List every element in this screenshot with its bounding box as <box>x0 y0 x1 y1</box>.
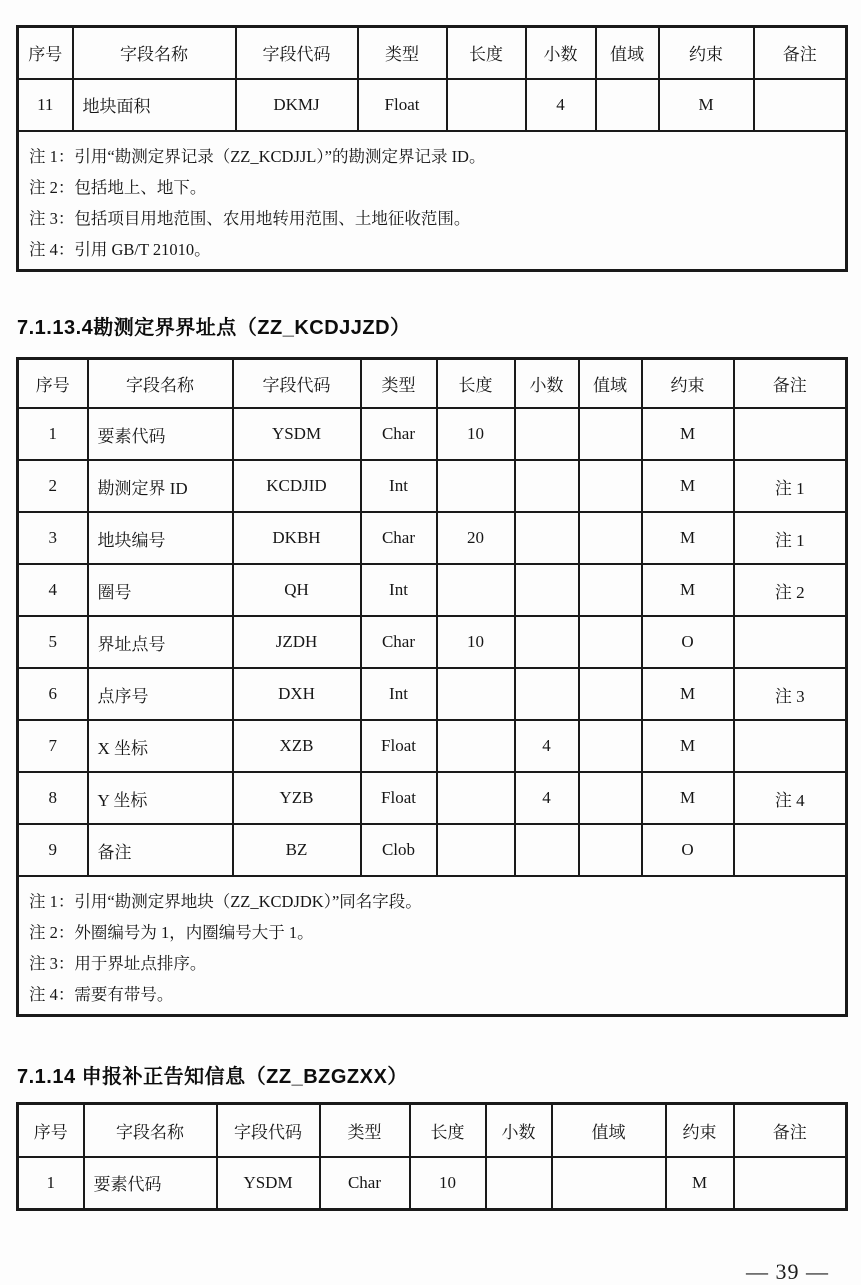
note-line: 注 4：引用 GB/T 21010。 <box>29 239 211 259</box>
continuation-field-table <box>16 25 848 272</box>
cell-type: Float <box>358 79 447 131</box>
cell-seq: 1 <box>18 408 88 460</box>
cell-remark <box>734 1157 847 1210</box>
column-header-field-name: 字段名称 <box>73 27 236 79</box>
table-row <box>18 772 847 824</box>
cell-field-name: X 坐标 <box>88 720 233 772</box>
cell-decimal: 4 <box>515 720 579 772</box>
cell-constraint: M <box>666 1157 734 1210</box>
cell-constraint: M <box>642 408 734 460</box>
cell-type: Char <box>361 512 437 564</box>
column-header-type: 类型 <box>320 1104 410 1157</box>
note-line: 注 4：需要有带号。 <box>29 985 174 1004</box>
cell-domain <box>579 616 642 668</box>
cell-type: Int <box>361 460 437 512</box>
cell-constraint: M <box>642 668 734 720</box>
cell-seq: 9 <box>18 824 88 876</box>
cell-decimal <box>515 408 579 460</box>
cell-constraint: M <box>642 564 734 616</box>
cell-domain <box>579 408 642 460</box>
cell-length <box>447 79 526 131</box>
kcdjjzd-field-table <box>16 357 848 1018</box>
cell-domain <box>579 720 642 772</box>
cell-remark <box>734 720 847 772</box>
cell-seq: 4 <box>18 564 88 616</box>
cell-field-name: 勘测定界 ID <box>88 460 233 512</box>
cell-field-code: KCDJID <box>233 460 361 512</box>
table-row <box>18 720 847 772</box>
cell-length: 10 <box>437 616 515 668</box>
table-header-row <box>18 358 847 408</box>
note-line: 注 1：引用“勘测定界地块（ZZ_KCDJDK）”同名字段。 <box>29 892 422 911</box>
cell-type: Int <box>361 564 437 616</box>
cell-remark <box>734 408 847 460</box>
cell-type: Float <box>361 772 437 824</box>
note-line: 注 2：外圈编号为 1，内圈编号大于 1。 <box>29 923 314 942</box>
column-header-length: 长度 <box>447 27 526 79</box>
cell-decimal: 4 <box>515 772 579 824</box>
cell-constraint: M <box>642 512 734 564</box>
cell-field-code: BZ <box>233 824 361 876</box>
table-row <box>18 79 847 131</box>
section-heading-kcdjjzd: 7.1.13.4勘测定界界址点（ZZ_KCDJJZD） <box>17 316 411 339</box>
cell-decimal <box>515 512 579 564</box>
cell-seq: 2 <box>18 460 88 512</box>
cell-length <box>437 824 515 876</box>
cell-domain <box>579 824 642 876</box>
cell-decimal <box>515 668 579 720</box>
cell-field-name: 圈号 <box>88 564 233 616</box>
cell-length <box>437 668 515 720</box>
cell-seq: 6 <box>18 668 88 720</box>
cell-field-code: XZB <box>233 720 361 772</box>
cell-field-name: 备注 <box>88 824 233 876</box>
column-header-decimal: 小数 <box>486 1104 552 1157</box>
cell-seq: 3 <box>18 512 88 564</box>
column-header-field-name: 字段名称 <box>88 358 233 408</box>
column-header-remark: 备注 <box>734 358 847 408</box>
cell-domain <box>579 772 642 824</box>
cell-field-code: DKMJ <box>236 79 358 131</box>
column-header-remark: 备注 <box>754 27 847 79</box>
cell-type: Float <box>361 720 437 772</box>
cell-constraint: M <box>642 460 734 512</box>
column-header-seq: 序号 <box>18 1104 84 1157</box>
cell-length <box>437 720 515 772</box>
cell-field-name: 地块编号 <box>88 512 233 564</box>
page-number: — 39 — <box>746 1259 829 1284</box>
cell-decimal: 4 <box>526 79 596 131</box>
cell-domain <box>579 512 642 564</box>
cell-constraint: O <box>642 616 734 668</box>
cell-field-name: 要素代码 <box>88 408 233 460</box>
table-notes-row <box>18 876 847 1016</box>
column-header-decimal: 小数 <box>515 358 579 408</box>
cell-field-code: JZDH <box>233 616 361 668</box>
cell-constraint: M <box>642 720 734 772</box>
cell-length: 10 <box>410 1157 486 1210</box>
table-header-row <box>18 1104 847 1157</box>
cell-domain <box>579 668 642 720</box>
column-header-domain: 值域 <box>579 358 642 408</box>
table-row <box>18 1157 847 1210</box>
cell-field-code: YZB <box>233 772 361 824</box>
column-header-field-code: 字段代码 <box>233 358 361 408</box>
column-header-type: 类型 <box>361 358 437 408</box>
note-line: 注 2：包括地上、地下。 <box>29 177 207 197</box>
column-header-constraint: 约束 <box>642 358 734 408</box>
cell-remark: 注 1 <box>734 460 847 512</box>
cell-constraint: M <box>642 772 734 824</box>
cell-domain <box>579 564 642 616</box>
cell-remark: 注 4 <box>734 772 847 824</box>
cell-field-code: DKBH <box>233 512 361 564</box>
cell-domain <box>579 460 642 512</box>
cell-length: 10 <box>437 408 515 460</box>
column-header-length: 长度 <box>410 1104 486 1157</box>
cell-remark: 注 2 <box>734 564 847 616</box>
cell-type: Char <box>320 1157 410 1210</box>
cell-decimal <box>515 824 579 876</box>
column-header-field-code: 字段代码 <box>217 1104 320 1157</box>
cell-field-name: 地块面积 <box>73 79 236 131</box>
cell-seq: 11 <box>18 79 73 131</box>
bzgzxx-field-table <box>16 1102 848 1211</box>
cell-domain <box>552 1157 666 1210</box>
cell-field-code: YSDM <box>217 1157 320 1210</box>
note-line: 注 1：引用“勘测定界记录（ZZ_KCDJJL）”的勘测定界记录 ID。 <box>29 146 486 166</box>
table-notes <box>18 876 847 1016</box>
cell-type: Clob <box>361 824 437 876</box>
cell-constraint: M <box>659 79 754 131</box>
cell-domain <box>596 79 659 131</box>
cell-field-code: QH <box>233 564 361 616</box>
cell-decimal <box>486 1157 552 1210</box>
cell-type: Char <box>361 408 437 460</box>
cell-constraint: O <box>642 824 734 876</box>
table-header-row <box>18 27 847 79</box>
table-row <box>18 460 847 512</box>
cell-length <box>437 564 515 616</box>
table-row <box>18 824 847 876</box>
cell-length <box>437 460 515 512</box>
table-row <box>18 668 847 720</box>
cell-field-name: Y 坐标 <box>88 772 233 824</box>
cell-field-name: 界址点号 <box>88 616 233 668</box>
table-notes-row <box>18 131 847 271</box>
table-row <box>18 616 847 668</box>
column-header-seq: 序号 <box>18 358 88 408</box>
cell-type: Int <box>361 668 437 720</box>
column-header-decimal: 小数 <box>526 27 596 79</box>
cell-length: 20 <box>437 512 515 564</box>
column-header-field-code: 字段代码 <box>236 27 358 79</box>
column-header-field-name: 字段名称 <box>84 1104 217 1157</box>
cell-field-name: 要素代码 <box>84 1157 217 1210</box>
section-heading-bzgzxx: 7.1.14 申报补正告知信息（ZZ_BZGZXX） <box>17 1066 408 1088</box>
cell-seq: 1 <box>18 1157 84 1210</box>
cell-decimal <box>515 460 579 512</box>
cell-length <box>437 772 515 824</box>
column-header-remark: 备注 <box>734 1104 847 1157</box>
cell-remark: 注 1 <box>734 512 847 564</box>
cell-field-name: 点序号 <box>88 668 233 720</box>
cell-remark <box>734 824 847 876</box>
cell-field-code: YSDM <box>233 408 361 460</box>
note-line: 注 3：包括项目用地范围、农用地转用范围、土地征收范围。 <box>29 208 471 228</box>
cell-decimal <box>515 564 579 616</box>
table-notes <box>18 131 847 271</box>
column-header-seq: 序号 <box>18 27 73 79</box>
column-header-domain: 值域 <box>596 27 659 79</box>
table-row <box>18 564 847 616</box>
column-header-domain: 值域 <box>552 1104 666 1157</box>
column-header-constraint: 约束 <box>666 1104 734 1157</box>
note-line: 注 3：用于界址点排序。 <box>29 954 207 973</box>
cell-remark <box>734 616 847 668</box>
cell-remark <box>754 79 847 131</box>
cell-decimal <box>515 616 579 668</box>
cell-seq: 7 <box>18 720 88 772</box>
column-header-length: 长度 <box>437 358 515 408</box>
column-header-type: 类型 <box>358 27 447 79</box>
table-row <box>18 512 847 564</box>
cell-type: Char <box>361 616 437 668</box>
column-header-constraint: 约束 <box>659 27 754 79</box>
cell-seq: 5 <box>18 616 88 668</box>
cell-field-code: DXH <box>233 668 361 720</box>
table-row <box>18 408 847 460</box>
cell-seq: 8 <box>18 772 88 824</box>
cell-remark: 注 3 <box>734 668 847 720</box>
